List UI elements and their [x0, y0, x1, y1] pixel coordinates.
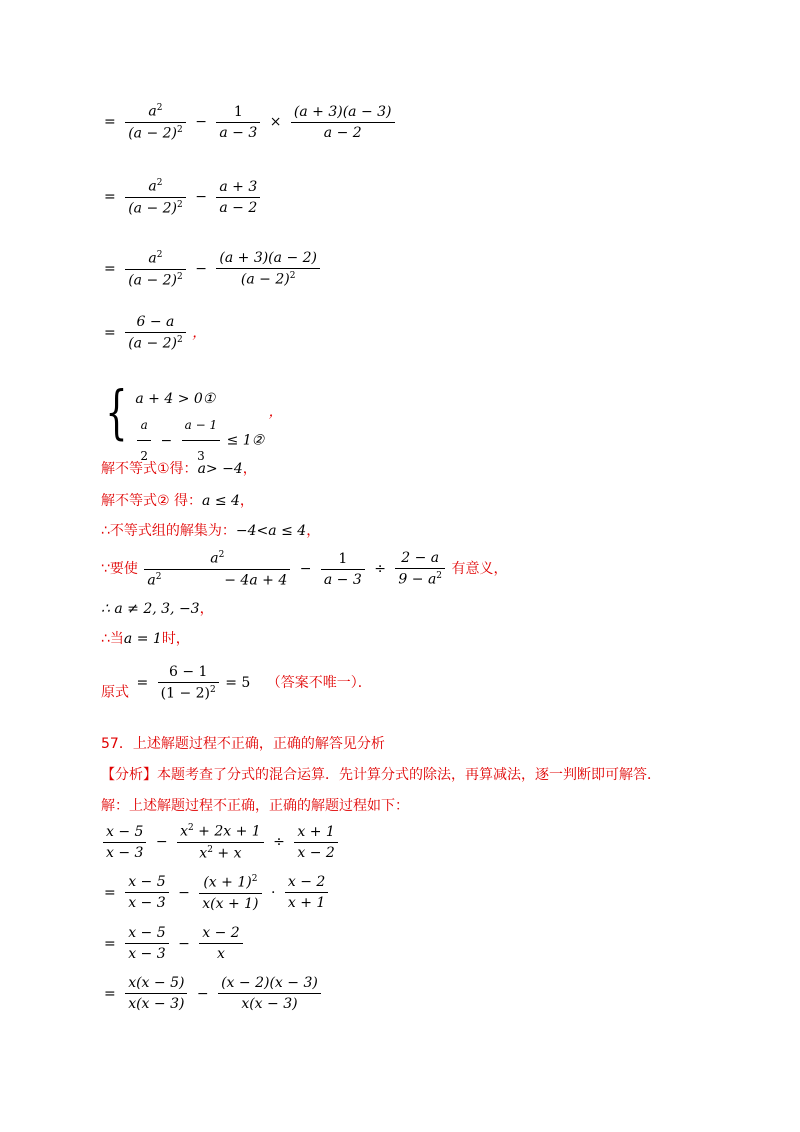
fraction: $\frac{6 - a}{(a - 2)^2}$ [125, 314, 186, 352]
fraction: $\frac{1}{a - 3}$ [321, 551, 365, 588]
math-step-1: = $\frac{a^2}{(a - 2)^2}$ − $\frac{1}{a - 3}$ × $\frac{(a + 3)(a - 3)}{a - 2}$ [101, 103, 397, 141]
fraction: $\frac{a + 3}{a - 2}$ [216, 179, 260, 216]
fraction: $\frac{a^2}{(a - 2)^2}$ [125, 178, 186, 216]
solution-line-2: 解不等式② 得：a ≤ 4， [101, 493, 254, 509]
fraction: $\frac{1}{a - 3}$ [216, 104, 260, 141]
fraction: $\frac{(x - 2)(x - 3)}{x(x - 3)}$ [218, 975, 321, 1012]
solution-line-6: ∴当a = 1时， [101, 631, 190, 647]
fraction: $\frac{a^2}{(a - 2)^2}$ [125, 103, 186, 141]
fraction: $\frac{a^2}{(a - 2)^2}$ [125, 250, 186, 288]
math-step-2: = $\frac{a^2}{(a - 2)^2}$ − $\frac{a + 3}{a - 2}$ [101, 178, 262, 216]
math-expr-2: = $\frac{x - 5}{x - 3}$ − $\frac{(x + 1)^2}{x(x + 1)}$ · $\frac{x - 2}{x + 1}$ [101, 874, 330, 912]
solution-intro: 解：上述解题过程不正确，正确的解题过程如下： [101, 798, 409, 814]
fraction: $\frac{a^2}{a^2 - 4a + 4}$ [144, 550, 290, 588]
fraction: $\frac{(a + 3)(a - 2)}{(a - 2)^2}$ [216, 250, 320, 288]
fraction: $\frac{x^2 + 2x + 1}{x^2 + x}$ [177, 823, 264, 861]
fraction: $\frac{x + 1}{x - 2}$ [294, 824, 337, 861]
fraction: $\frac{x - 5}{x - 3}$ [103, 824, 146, 861]
fraction: $\frac{(x + 1)^2}{x(x + 1)}$ [199, 874, 261, 912]
math-step-4: = $\frac{6 - a}{(a - 2)^2}$ ， [104, 314, 207, 352]
brace-icon: { [105, 378, 128, 446]
solution-line-7: 原式 = $\frac{6 - 1}{(1 - 2)^2}$ = 5 （答案不唯一）． [101, 664, 372, 702]
fraction: $\frac{2 - a}{9 - a^2}$ [395, 550, 445, 588]
inequality-system: { a + 4 > 0① $\frac{a}{2}$ − $\frac{a - 1}{3}$ ≤ 1② ， [105, 378, 283, 463]
solution-line-3: ∴不等式组的解集为：−4<a ≤ 4， [101, 523, 321, 539]
question-57-title: 57．上述解题过程不正确，正确的解答见分析 [101, 736, 385, 752]
math-step-3: = $\frac{a^2}{(a - 2)^2}$ − $\frac{(a + 3)(a - 2)}{(a - 2)^2}$ [101, 250, 322, 288]
solution-line-1: 解不等式①得：a> −4， [101, 461, 257, 477]
fraction: $\frac{x(x - 5)}{x(x - 3)}$ [125, 975, 187, 1012]
fraction: $\frac{x - 2}{x + 1}$ [285, 874, 328, 911]
fraction: $\frac{(a + 3)(a - 3)}{a - 2}$ [291, 104, 395, 141]
math-expr-3: = $\frac{x - 5}{x - 3}$ − $\frac{x - 2}{x}$ [101, 925, 245, 962]
analysis-text: 【分析】本题考查了分式的混合运算．先计算分式的除法，再算减法，逐一判断即可解答． [101, 767, 661, 783]
solution-line-4: ∵要使 $\frac{a^2}{a^2 - 4a + 4}$ − $\frac{1}{a - 3}$ ÷ $\frac{2 - a}{9 - a^2}$ 有意义， [101, 550, 508, 589]
fraction: $\frac{x - 2}{x}$ [199, 925, 242, 962]
fraction: $\frac{6 - 1}{(1 - 2)^2}$ [158, 664, 219, 702]
solution-line-5: ∴ a ≠ 2, 3, −3， [101, 601, 214, 617]
math-expr-1: $\frac{x - 5}{x - 3}$ − $\frac{x^2 + 2x + 1}{x^2 + x}$ ÷ $\frac{x + 1}{x - 2}$ [101, 823, 340, 861]
math-expr-4: = $\frac{x(x - 5)}{x(x - 3)}$ − $\frac{(x - 2)(x - 3)}{x(x - 3)}$ [101, 975, 323, 1012]
fraction: $\frac{x - 5}{x - 3}$ [125, 925, 168, 962]
fraction: $\frac{x - 5}{x - 3}$ [125, 874, 168, 911]
